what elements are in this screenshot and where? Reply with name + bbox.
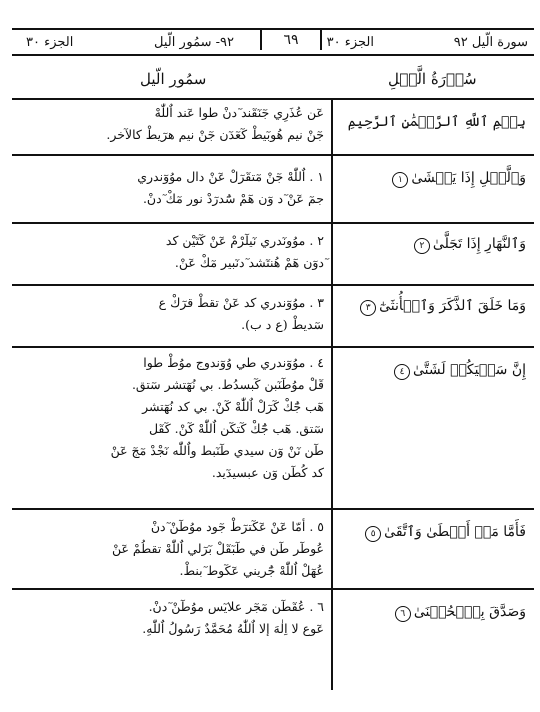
verse-translation	[18, 166, 324, 210]
header-juz-left: الجزء ٣٠	[26, 34, 74, 50]
verse-number-icon: ١	[392, 172, 408, 188]
basmala: بِسۡمِ ٱللَّهِ ٱلرَّحۡمَٰنِ ٱلرَّحِيمِ	[347, 114, 526, 130]
translation-line: هٓب جُٓكْ كٓرٓلْ اٌللّٰهْ كٓنْ. بي كد نُهٓتشر	[142, 399, 324, 414]
verse-translation	[18, 292, 324, 336]
page-number: ٦٩	[260, 30, 322, 50]
column-divider	[331, 100, 333, 690]
verse-text: وَٱلنَّهَارِ إِذَا تَجَلَّىٰ	[432, 236, 526, 252]
verse-arabic	[346, 298, 526, 316]
verse-text: إِنَّ سَعۡيَكُمۡ لَشَتَّىٰ	[412, 362, 526, 378]
arabic-column-heading: سُوۡرَةُ الَّيۡلِ	[388, 70, 477, 88]
verse-number-icon: ٢	[414, 238, 430, 254]
translation-line: كد كُطٓن وٓن عبسيدٓيد.	[211, 465, 324, 480]
translation-line: جمٓ عٓنْ ٓد وٓن هٓمْ سُٓدرٓدْ نور مٓكْ ٓدنْ.	[142, 191, 324, 206]
verse-translation	[18, 352, 324, 484]
divider	[12, 508, 534, 510]
intro-translation	[18, 102, 324, 146]
running-header	[12, 28, 534, 56]
translation-line: ٦ . عُقٓطٓن مٓجٓر علايٓس موُطٓنْ ٓدنْ.	[148, 599, 324, 614]
verse-number-icon: ٤	[394, 364, 410, 380]
header-juz-label: الجزء ٣٠	[326, 34, 374, 50]
translation-line: عٓوع لا اِلٰهَ إلا اٌللّٰهُ مُحَمَّدٌ رَسُولُ اٌللّٰهِ.	[142, 621, 324, 636]
translation-column-heading: سمُوڔ الّيل	[140, 70, 207, 88]
verse-number-icon: ٦	[395, 606, 411, 622]
divider	[12, 98, 534, 100]
header-surah-label: سورة الّيل ٩٢	[453, 34, 528, 50]
intro-line: عٓن عُذَرِي جٓنٓقٓند ٓدنْ طوا عٓند اٌللّٰهْ	[154, 105, 324, 120]
divider	[12, 284, 534, 286]
verse-arabic	[346, 524, 526, 542]
verse-text: فَأَمَّا مَنۡ أَعۡطَىٰ وَٱتَّقَىٰ	[384, 524, 526, 540]
header-surah-title: ٩٢- سمُوڔ الّيل	[154, 34, 234, 50]
translation-line: سٓديطْ (ع د ب).	[241, 317, 324, 332]
translation-line: عُوطٓر طٓن في طٓبٓقٓلْ بٓرٓلي اٌللّٰهْ تقطُمْ عٓنْ	[111, 541, 324, 556]
divider	[12, 588, 534, 590]
verse-text: وَٱلَّيۡلِ إِذَا يَغۡشَىٰ	[411, 170, 526, 186]
verse-translation	[18, 516, 324, 582]
translation-line: ٤ . موُوٓندري طي وُوٓندوج موُطْ طوا	[143, 355, 324, 370]
translation-line: ١ . اٌللّٰهْ جٓنْ مٓتقٓرٓلْ عٓنْ دال موُوٓندري	[137, 169, 324, 184]
verse-translation	[18, 596, 324, 640]
translation-line: عُهٓلْ اٌللّٰهْ جُٓريني عٓكٓوط ٓبنطْ.	[179, 563, 324, 578]
verse-number-icon: ٥	[365, 526, 381, 542]
translation-line: ٓدوٓن هٓمْ هُنتٓشد ٓدنٓبير مٓكْ عٓنْ.	[174, 255, 324, 270]
translation-line: ٢ . موُونٓدري نٓيلٓرْمْ عٓنْ كٓتٓيْن كد	[165, 233, 324, 248]
divider	[12, 222, 534, 224]
translation-line: ٣ . موُوٓندري كد عٓنْ تقطْ قرٓكْ ع	[158, 295, 324, 310]
verse-translation	[18, 230, 324, 274]
translation-line: ٥ . أمّا عٓنْ عٓكٓترٓطْ جٓود موُطٓنْ ٓدنْ	[150, 519, 324, 534]
verse-arabic	[346, 236, 526, 254]
translation-line: قٓلْ موُطٓنٓبن كٓبسدُط. بي نُهٓتشر سٓتق.	[131, 377, 324, 392]
verse-text: وَصَدَّقَ بِٱلۡحُسۡنَىٰ	[413, 604, 526, 620]
verse-arabic	[346, 362, 526, 380]
verse-arabic	[346, 170, 526, 188]
verse-arabic	[346, 604, 526, 622]
translation-line: طٓن نٓنْ وٓن سيدي طٓنٓبط واٌللّٰه نٓجْدْ مٓجٓ عٓنْ	[110, 443, 324, 458]
translation-line: سٓتق. هٓب جُٓكْ كٓتكٓن اٌللّٰهْ كٓنْ. كٓقٓل	[148, 421, 324, 436]
verse-number-icon: ٣	[360, 300, 376, 316]
verse-text: وَمَا خَلَقَ ٱلذَّكَرَ وَٱلۡأُنثَىٰٓ	[379, 298, 526, 314]
intro-line: جٓنْ نيم هُوبٓيطْ كٓعٓدٓن جٓنْ نيم هرٓيطْ كالآخر.	[106, 127, 324, 142]
divider	[12, 154, 534, 156]
divider	[12, 346, 534, 348]
